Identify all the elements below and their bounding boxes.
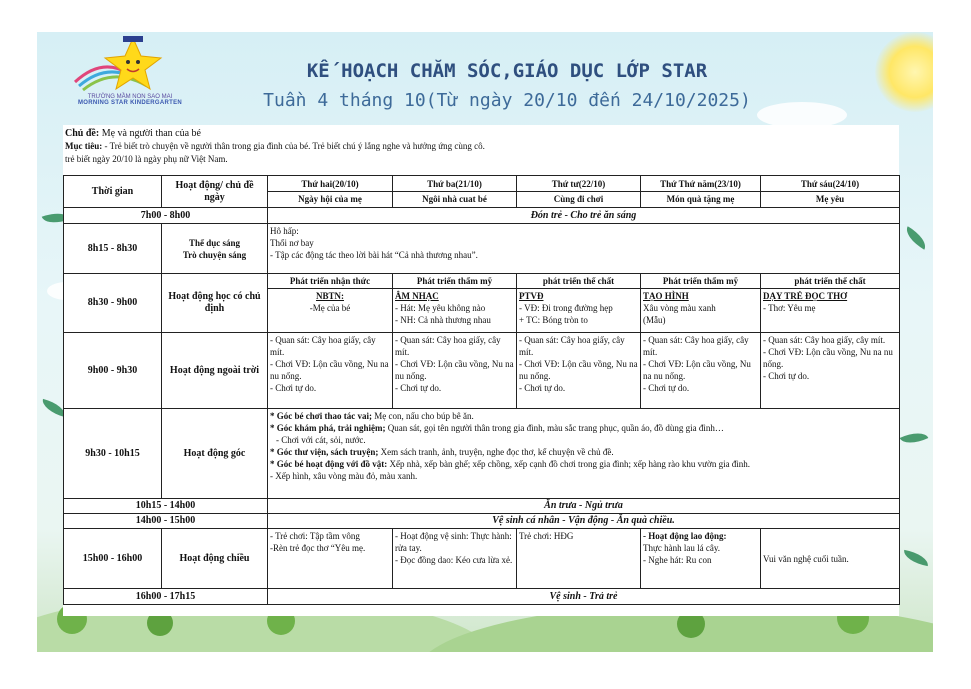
exercise-line: Thổi nơ bay: [270, 238, 314, 248]
day-theme: Món quà tặng mẹ: [641, 192, 761, 208]
activity-name: Hoạt động ngoài trời: [162, 333, 268, 409]
topic-value: Mẹ và người than của bé: [101, 128, 201, 139]
activity-name: Hoạt động góc: [162, 409, 268, 499]
afternoon-line: Vui văn nghệ cuối tuần.: [763, 553, 849, 564]
day-theme: Mẹ yêu: [761, 192, 900, 208]
afternoon-line: Trẻ chơi: HĐG: [519, 531, 574, 541]
corner-line: [270, 458, 897, 470]
school-logo: [65, 34, 195, 112]
logo-school-name: TRƯỜNG MẦM NON SAO MAI: [87, 94, 173, 100]
lesson-title: ÂM NHẠC: [395, 291, 439, 301]
outdoor-cell: [393, 333, 517, 409]
corner-title: * Góc bé hoạt động với đồ vật:: [270, 459, 388, 469]
lesson-line: + TC: Bóng tròn to: [519, 315, 588, 325]
exercise-cell: [268, 224, 900, 274]
corner-desc: Quan sát, gọi tên người thân trong gia đình, màu sắc trang phục, quần áo, đồ dùng gia đình…: [385, 423, 724, 433]
topic-line: [65, 127, 895, 140]
plan-sheet: [63, 125, 899, 616]
time-cell: 9h30 - 10h15: [64, 409, 162, 499]
afternoon-line: - Đọc đồng dao: Kéo cưa lừa xẻ.: [395, 555, 513, 565]
plan-info: [65, 127, 895, 166]
activity-span-cell: Ăn trưa - Ngủ trưa: [268, 499, 900, 514]
table-row: [64, 529, 900, 589]
goal-text-2: trẻ biết ngày 20/10 là ngày phụ nữ Việt Nam.: [65, 154, 228, 164]
outdoor-cell: [517, 333, 641, 409]
activity-name: Hoạt động học có chủ định: [162, 274, 268, 333]
corner-line: - Xếp hình, xâu vòng màu đỏ, màu xanh.: [270, 471, 418, 481]
day-theme: Cùng đi chơi: [517, 192, 641, 208]
domain-label: Phát triển nhận thức: [268, 274, 393, 289]
table-row: [64, 589, 900, 605]
sun-decoration: [875, 32, 933, 112]
corner-title: * Góc khám phá, trải nghiệm;: [270, 423, 386, 433]
lesson-line: (Mẫu): [643, 315, 666, 325]
table-header-row: [64, 176, 900, 192]
star-mascot-icon: [65, 34, 195, 94]
day-theme: Ngày hội của mẹ: [268, 192, 393, 208]
domain-label: Phát triển thẩm mỹ: [641, 274, 761, 289]
domain-label: phát triển thể chất: [761, 274, 900, 289]
page-subtitle: Tuần 4 tháng 10(Từ ngày 20/10 đến 24/10/2025): [263, 90, 751, 111]
activity-name: [162, 224, 268, 274]
domain-label: phát triển thể chất: [517, 274, 641, 289]
outdoor-line: - Chơi VĐ: Lộn cầu vồng, Nu na nu nống.: [643, 359, 751, 381]
page-background: [37, 32, 933, 652]
afternoon-line: - Trẻ chơi: Tập tầm vông: [270, 531, 360, 541]
outdoor-line: - Chơi VĐ: Lộn cầu vồng, Nu na nu nống.: [395, 359, 514, 381]
outdoor-line: - Chơi VĐ: Lộn cầu vồng, Nu na nu nống.: [763, 347, 893, 369]
domain-label: Phát triển thẩm mỹ: [393, 274, 517, 289]
topic-label: Chủ đề:: [65, 128, 100, 139]
corner-line: [270, 410, 897, 422]
lesson-line: - Hát: Mẹ yêu không nào: [395, 303, 486, 313]
corner-desc: Mẹ con, nấu cho búp bê ăn.: [371, 411, 474, 421]
corner-cell: [268, 409, 900, 499]
goal-line: [65, 140, 895, 153]
outdoor-line: - Quan sát: Cây hoa giấy, cây mít.: [519, 335, 625, 357]
afternoon-cell: [641, 529, 761, 589]
goal-text-1: - Trẻ biết trò chuyện về người thân trong gia đình của bé. Trẻ biết chú ý lắng nghe và hưởng ứng cùng cô.: [104, 141, 485, 151]
time-cell: 7h00 - 8h00: [64, 208, 268, 224]
corner-line: - Chơi với cát, sỏi, nước.: [276, 435, 366, 445]
lesson-title: TẠO HÌNH: [643, 291, 689, 301]
afternoon-line: - Hoạt động vệ sinh: Thực hành: rửa tay.: [395, 531, 512, 553]
lesson-line: - VĐ: Đi trong đường hẹp: [519, 303, 613, 313]
afternoon-line: - Nghe hát: Ru con: [643, 555, 712, 565]
day-theme: Ngôi nhà cuat bé: [393, 192, 517, 208]
outdoor-line: - Chơi VĐ: Lộn cầu vồng, Nu na nu nống.: [519, 359, 638, 381]
header-activity: Hoạt động/ chủ đề ngày: [162, 176, 268, 208]
lesson-cell: [517, 289, 641, 333]
outdoor-cell: [641, 333, 761, 409]
outdoor-line: - Quan sát: Cây hoa giấy, cây mít.: [270, 335, 376, 357]
time-cell: 16h00 - 17h15: [64, 589, 268, 605]
afternoon-cell: [761, 529, 900, 589]
afternoon-cell: [268, 529, 393, 589]
activity-span-cell: Đón trẻ - Cho trẻ ăn sáng: [268, 208, 900, 224]
corner-desc: Xem sách tranh, ảnh, truyện, nghe đọc thơ, kể chuyện về chủ đề.: [378, 447, 614, 457]
schedule-table: [63, 175, 900, 605]
time-cell: 8h15 - 8h30: [64, 224, 162, 274]
leaf-decoration: [902, 226, 931, 249]
logo-english-name: MORNING STAR KINDERGARTEN: [77, 100, 183, 106]
lesson-line: Xâu vòng màu xanh: [643, 303, 716, 313]
leaf-decoration: [900, 427, 929, 449]
lesson-line: - NH: Cả nhà thương nhau: [395, 315, 491, 325]
day-name: Thứ ba(21/10): [393, 176, 517, 192]
lesson-cell: [268, 289, 393, 333]
table-row: [64, 409, 900, 499]
corner-line: [270, 446, 897, 458]
corner-desc: Xếp nhà, xếp bàn ghế; xếp chồng, xếp cạnh đồ chơi trong gia đình; xếp hàng rào khu vườn gia đình.: [387, 459, 751, 469]
afternoon-cell: [393, 529, 517, 589]
lesson-title: NBTN:: [315, 291, 344, 301]
outdoor-cell: [761, 333, 900, 409]
outdoor-line: - Chơi tự do.: [270, 383, 317, 393]
outdoor-line: - Chơi tự do.: [643, 383, 690, 393]
corner-line: [270, 422, 897, 434]
exercise-line: - Tập các động tác theo lời bài hát “Cả nhà thương nhau”.: [270, 250, 478, 260]
activity-name-line: Trò chuyện sáng: [182, 249, 247, 260]
corner-title: * Góc thư viện, sách truyện;: [270, 447, 379, 457]
activity-span-cell: Vệ sinh - Trả trẻ: [268, 589, 900, 605]
outdoor-line: - Chơi tự do.: [395, 383, 442, 393]
activity-span-cell: Vệ sinh cá nhân - Vận động - Ăn quà chiều.: [268, 514, 900, 529]
lesson-cell: [393, 289, 517, 333]
page-title: KẾ HOẠCH CHĂM SÓC,GIÁO DỤC LỚP STAR: [306, 60, 708, 82]
activity-name-line: Thể dục sáng: [188, 237, 241, 248]
outdoor-line: - Chơi tự do.: [519, 383, 566, 393]
afternoon-line: -Rèn trẻ đọc thơ “Yêu mẹ.: [270, 543, 366, 553]
outdoor-line: - Chơi tự do.: [763, 371, 810, 381]
outdoor-line: - Chơi VĐ: Lộn cầu vồng, Nu na nu nống.: [270, 359, 389, 381]
lesson-cell: [641, 289, 761, 333]
afternoon-line: Thực hành lau lá cây.: [643, 543, 721, 553]
day-name: Thứ sáu(24/10): [761, 176, 900, 192]
day-name: Thứ Thứ năm(23/10): [641, 176, 761, 192]
time-cell: 10h15 - 14h00: [64, 499, 268, 514]
day-name: Thứ tư(22/10): [517, 176, 641, 192]
outdoor-line: - Quan sát: Cây hoa giấy, cây mít.: [395, 335, 501, 357]
goal-label: Mục tiêu:: [65, 141, 103, 151]
time-cell: 9h00 - 9h30: [64, 333, 162, 409]
lesson-title: PTVĐ: [519, 291, 544, 301]
outdoor-line: - Quan sát: Cây hoa giấy, cây mít.: [643, 335, 749, 357]
time-cell: 8h30 - 9h00: [64, 274, 162, 333]
time-cell: 14h00 - 15h00: [64, 514, 268, 529]
activity-name: Hoạt động chiều: [162, 529, 268, 589]
domain-row: [64, 274, 900, 289]
time-cell: 15h00 - 16h00: [64, 529, 162, 589]
day-name: Thứ hai(20/10): [268, 176, 393, 192]
afternoon-cell: [517, 529, 641, 589]
outdoor-line: - Quan sát: Cây hoa giấy, cây mít.: [763, 335, 886, 345]
outdoor-cell: [268, 333, 393, 409]
exercise-line: Hô hấp:: [270, 226, 299, 236]
lesson-line: -Mẹ của bé: [309, 303, 351, 313]
lesson-line: - Thơ: Yêu mẹ: [763, 303, 816, 313]
table-row: [64, 499, 900, 514]
lesson-title: DẠY TRẺ ĐỌC THƠ: [763, 291, 848, 301]
lesson-cell: [761, 289, 900, 333]
afternoon-title: - Hoạt động lao động:: [643, 531, 727, 541]
table-row: [64, 514, 900, 529]
corner-title: * Góc bé chơi thao tác vai;: [270, 411, 372, 421]
leaf-decoration: [902, 550, 930, 566]
table-row: [64, 208, 900, 224]
table-row: [64, 333, 900, 409]
header-time: Thời gian: [64, 176, 162, 208]
table-row: [64, 224, 900, 274]
